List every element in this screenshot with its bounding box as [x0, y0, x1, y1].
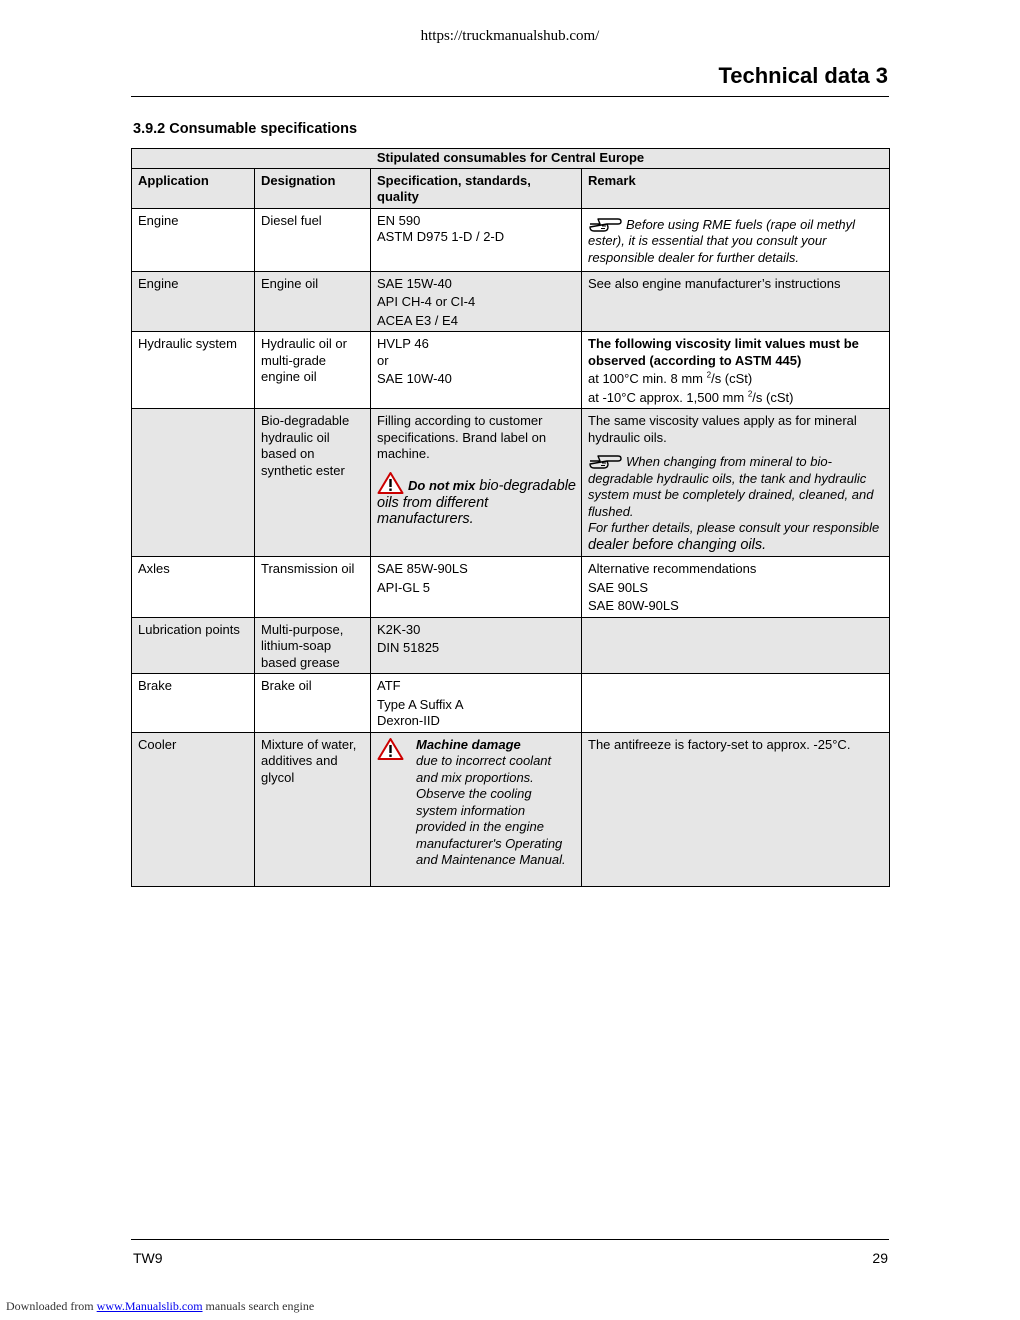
cell-application: Cooler	[132, 732, 255, 886]
spec-line: K2K-30	[377, 621, 421, 637]
remark-line: SAE 80W-90LS	[588, 598, 679, 613]
warning-triangle-icon	[377, 737, 404, 761]
table-header-row	[132, 168, 890, 208]
cell-specification	[371, 409, 582, 557]
remark-note: When changing from mineral to bio-degradable hydraulic oils, the tank and hydraulic system must be completely drained, cleaned, and flushed.	[588, 450, 884, 520]
warning-triangle-icon	[377, 471, 404, 495]
cell-specification	[371, 617, 582, 674]
pointing-hand-icon	[588, 213, 624, 233]
cell-application: Engine	[132, 208, 255, 271]
spec-line: Dexron-IID	[377, 713, 440, 728]
cell-specification	[371, 732, 582, 886]
cell-designation: Brake oil	[255, 674, 371, 733]
col-header-designation: Designation	[255, 168, 371, 208]
cell-remark	[582, 409, 890, 557]
cell-remark	[582, 617, 890, 674]
spec-line: ATF	[377, 678, 401, 693]
spec-line: HVLP 46	[377, 336, 429, 351]
warning-title: Machine damage	[416, 736, 521, 752]
cell-remark	[582, 557, 890, 618]
cell-application: Brake	[132, 674, 255, 733]
spec-line: SAE 15W-40	[377, 275, 452, 291]
cell-application: Engine	[132, 271, 255, 332]
chapter-title: Technical data 3	[718, 63, 888, 88]
source-url: https://truckmanualshub.com/	[420, 28, 600, 44]
cell-application	[132, 409, 255, 557]
spec-line: DIN 51825	[377, 640, 440, 655]
spec-warning	[377, 737, 576, 869]
page-number: 29	[872, 1250, 888, 1266]
spec-text: Filling according to customer specifications. Brand label on machine.	[377, 413, 547, 461]
warning-text: due to incorrect coolant and mix proportions. Observe the cooling system information provided in the engine manufacturer's Operating and Maintenance Manual.	[416, 753, 566, 867]
consumables-table	[131, 148, 890, 887]
table-caption-row	[132, 149, 890, 169]
col-header-specification: Specification, standards, quality	[371, 168, 582, 208]
cell-remark	[582, 674, 890, 733]
remark-text: The same viscosity values apply as for mineral hydraulic oils.	[588, 413, 857, 445]
section-title: 3.9.2 Consumable specifications	[133, 121, 358, 137]
cell-designation: Multi-purpose, lithium-soap based grease	[255, 617, 371, 674]
cell-designation: Bio-degradable hydraulic oil based on synthetic ester	[255, 409, 371, 557]
table-row	[132, 732, 890, 886]
table-row	[132, 208, 890, 271]
cell-specification	[371, 557, 582, 618]
col-header-application: Application	[132, 168, 255, 208]
spec-line: SAE 10W-40	[377, 371, 452, 386]
pointing-hand-icon	[588, 450, 624, 470]
remark-note: Before using RME fuels (rape oil methyl ester), it is essential that you consult your responsible dealer for further details.	[588, 216, 856, 265]
download-notice: Downloaded from www.Manualslib.com manuals search engine	[6, 1299, 315, 1313]
table-row	[132, 409, 890, 557]
table-row	[132, 617, 890, 674]
spec-line: EN 590	[377, 212, 421, 228]
spec-warning: Do not mix bio-degradable oils from different manufacturers.	[377, 471, 576, 528]
cell-remark: See also engine manufacturer’s instructions	[582, 271, 890, 332]
manualslib-link[interactable]: www.Manualslib.com	[96, 1299, 203, 1313]
remark-line: Alternative recommendations	[588, 561, 757, 576]
viscosity-line-2: at -10°C approx. 1,500 mm $^2$/s (cSt)	[588, 389, 794, 405]
spec-line: ASTM D975 1-D / 2-D	[377, 229, 505, 244]
cell-specification	[371, 271, 582, 332]
spec-line: API CH-4 or CI-4	[377, 294, 476, 309]
table-row	[132, 557, 890, 618]
table-row	[132, 674, 890, 733]
cell-designation: Hydraulic oil or multi-grade engine oil	[255, 332, 371, 409]
remark-note-2: For further details, please consult your responsible dealer before changing oils.	[588, 520, 880, 553]
cell-application: Hydraulic system	[132, 332, 255, 409]
col-header-remark: Remark	[582, 168, 890, 208]
cell-designation: Diesel fuel	[255, 208, 371, 271]
header-rule	[131, 96, 889, 97]
footer-rule	[131, 1239, 889, 1240]
spec-line: or	[377, 352, 389, 368]
cell-remark: The antifreeze is factory-set to approx. -25°C.	[582, 732, 890, 886]
footer-model: TW9	[133, 1250, 163, 1266]
table-row	[132, 271, 890, 332]
cell-designation: Engine oil	[255, 271, 371, 332]
spec-line: SAE 85W-90LS	[377, 561, 468, 576]
cell-remark	[582, 332, 890, 409]
spec-line: ACEA E3 / E4	[377, 312, 458, 328]
cell-specification	[371, 332, 582, 409]
cell-designation: Mixture of water, additives and glycol	[255, 732, 371, 886]
cell-application: Axles	[132, 557, 255, 618]
table-caption: Stipulated consumables for Central Europe	[132, 149, 890, 169]
remark-line: SAE 90LS	[588, 579, 648, 595]
cell-remark	[582, 208, 890, 271]
cell-designation: Transmission oil	[255, 557, 371, 618]
spec-line: API-GL 5	[377, 579, 430, 595]
viscosity-line-1: at 100°C min. 8 mm $^2$/s (cSt)	[588, 370, 753, 386]
cell-specification	[371, 208, 582, 271]
remark-bold: The following viscosity limit values must be observed (according to ASTM 445)	[588, 336, 859, 368]
table-row	[132, 332, 890, 409]
cell-specification	[371, 674, 582, 733]
spec-line: Type A Suffix A	[377, 696, 464, 712]
cell-application: Lubrication points	[132, 617, 255, 674]
